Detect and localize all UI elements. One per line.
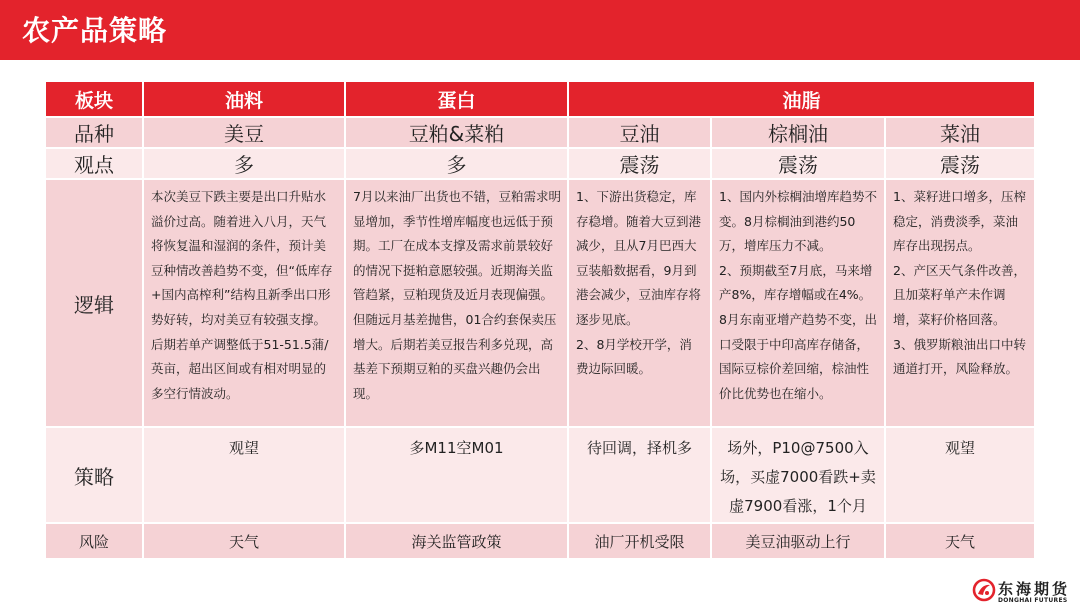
logic-text-rapeoil: 1、菜籽进口增多，压榨稳定，消费淡季，菜油库存出现拐点。 2、产区天气条件改善，且加菜籽单产未作调增，菜籽价格回落。 3、俄罗斯粮油出口中转通道打开，风险释放。 — [893, 189, 1026, 377]
variety-cell: 棕榈油 — [711, 117, 885, 148]
logo-company-name: 东海期货 — [998, 580, 1071, 598]
view-cell: 震荡 — [568, 148, 711, 179]
strategy-cell — [711, 427, 885, 523]
row-label-strategy: 策略 — [45, 427, 143, 523]
strategy-cell — [143, 427, 345, 523]
risk-cell: 油厂开机受限 — [568, 523, 711, 559]
strategy-cell — [345, 427, 568, 523]
strategy-text: 待回调，择机多 — [586, 439, 692, 457]
view-cell: 震荡 — [885, 148, 1035, 179]
risk-cell: 海关监管政策 — [345, 523, 568, 559]
risk-cell: 美豆油驱动上行 — [711, 523, 885, 559]
row-label-logic: 逻辑 — [45, 179, 143, 427]
logo-english-name: DONGHAI FUTURES — [998, 597, 1068, 604]
row-label-view: 观点 — [45, 148, 143, 179]
risk-cell: 天气 — [143, 523, 345, 559]
header-cell-oils: 油脂 — [568, 81, 1035, 117]
table-row-strategy — [45, 427, 1035, 523]
logic-text-soybean: 本次美豆下跌主要是出口升贴水溢价过高。随着进入八月，天气将恢复温和湿润的条件，预计美豆种情改善趋势不变，但“低库存+国内高榨利”结构且新季出口形势好转，均对美豆有较强支撑。后期若单产调整低于51-51.5蒲/英亩，超出区间或有相对明显的多空行情波动。 — [151, 189, 333, 401]
logic-cell — [711, 179, 885, 427]
strategy-table — [44, 80, 1036, 560]
table-row-variety — [45, 117, 1035, 148]
logic-cell — [345, 179, 568, 427]
header-cell-protein: 蛋白 — [345, 81, 568, 117]
variety-cell: 美豆 — [143, 117, 345, 148]
strategy-text: 观望 — [945, 439, 976, 457]
table-header-row — [45, 81, 1035, 117]
logic-cell — [885, 179, 1035, 427]
view-cell: 多 — [345, 148, 568, 179]
table-row-risk — [45, 523, 1035, 559]
table-row-logic — [45, 179, 1035, 427]
logic-cell — [568, 179, 711, 427]
risk-cell: 天气 — [885, 523, 1035, 559]
strategy-text: 观望 — [228, 439, 259, 457]
variety-cell: 菜油 — [885, 117, 1035, 148]
header-bar — [0, 0, 1080, 60]
variety-cell: 豆油 — [568, 117, 711, 148]
view-cell: 多 — [143, 148, 345, 179]
donghai-logo — [972, 578, 1072, 604]
header-cell-oilseed: 油料 — [143, 81, 345, 117]
view-cell: 震荡 — [711, 148, 885, 179]
donghai-logo-icon — [972, 578, 996, 602]
logic-text-palmoil: 1、国内外棕榈油增库趋势不变。8月棕榈油到港约50万，增库压力不减。 2、预期截至7月底，马来增产8%，库存增幅或在4%。8月东南亚增产趋势不变，出口受限于中印高库存储备，国际豆棕价差回缩，棕油性价比优势也在缩小。 — [719, 189, 877, 401]
logic-text-soyoil: 1、下游出货稳定，库存稳增。随着大豆到港减少，且从7月巴西大豆装船数据看，9月到港会减少，豆油库存将逐步见底。 2、8月学校开学，消费边际回暖。 — [576, 189, 702, 377]
row-label-risk: 风险 — [45, 523, 143, 559]
logic-cell — [143, 179, 345, 427]
strategy-cell — [568, 427, 711, 523]
table-row-view — [45, 148, 1035, 179]
row-label-variety: 品种 — [45, 117, 143, 148]
page-title: 农产品策略 — [22, 14, 168, 47]
variety-cell: 豆粕&菜粕 — [345, 117, 568, 148]
strategy-text: 场外，P10@7500入场，买虚7000看跌+卖虚7900看涨，1个月 — [720, 439, 876, 515]
header-cell-sector: 板块 — [45, 81, 143, 117]
strategy-cell — [885, 427, 1035, 523]
logic-text-meal: 7月以来油厂出货也不错，豆粕需求明显增加，季节性增库幅度也远低于预期。工厂在成本支撑及需求前景较好的情况下挺粕意愿较强。近期海关监管趋紧，豆粕现货及近月表现偏强。但随远月基差抛售，01合约套保卖压增大。后期若美豆报告利多兑现，高基差下预期豆粕的买盘兴趣仍会出现。 — [353, 189, 561, 401]
strategy-text: 多M11空M01 — [409, 439, 504, 457]
